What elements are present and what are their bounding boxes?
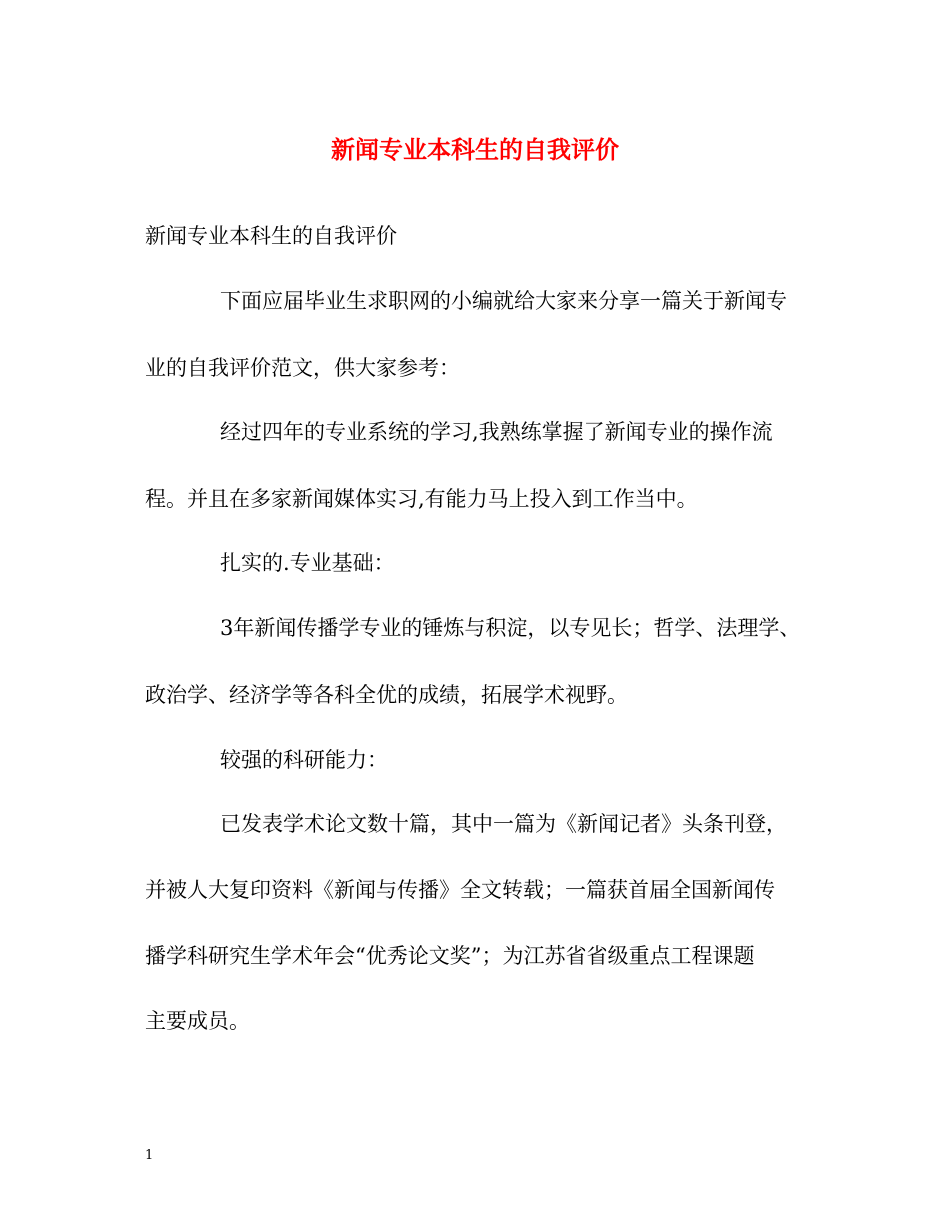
page-number: 1 — [145, 1148, 154, 1163]
body-line: 3年新闻传播学专业的锤炼与积淀，以专见长；哲学、法理学、 — [220, 616, 801, 640]
body-line: 业的自我评价范文，供大家参考： — [145, 356, 460, 380]
body-line-heading: 新闻专业本科生的自我评价 — [145, 224, 397, 248]
section-heading: 扎实的.专业基础： — [220, 551, 395, 575]
body-line: 经过四年的专业系统的学习,我熟练掌握了新闻专业的操作流 — [220, 420, 773, 444]
body-line: 播学科研究生学术年会“优秀论文奖”；为江苏省省级重点工程课题 — [145, 944, 755, 968]
body-line: 政治学、经济学等各科全优的成绩，拓展学术视野。 — [145, 683, 628, 707]
section-heading: 较强的科研能力： — [220, 748, 388, 772]
body-line: 已发表学术论文数十篇，其中一篇为《新闻记者》头条刊登， — [220, 812, 787, 836]
document-title: 新闻专业本科生的自我评价 — [331, 135, 619, 164]
body-line: 下面应届毕业生求职网的小编就给大家来分享一篇关于新闻专 — [220, 289, 787, 313]
body-line: 并被人大复印资料《新闻与传播》全文转载；一篇获首届全国新闻传 — [145, 878, 775, 902]
body-line: 程。并且在多家新闻媒体实习,有能力马上投入到工作当中。 — [145, 487, 698, 511]
body-line: 主要成员。 — [145, 1009, 250, 1033]
